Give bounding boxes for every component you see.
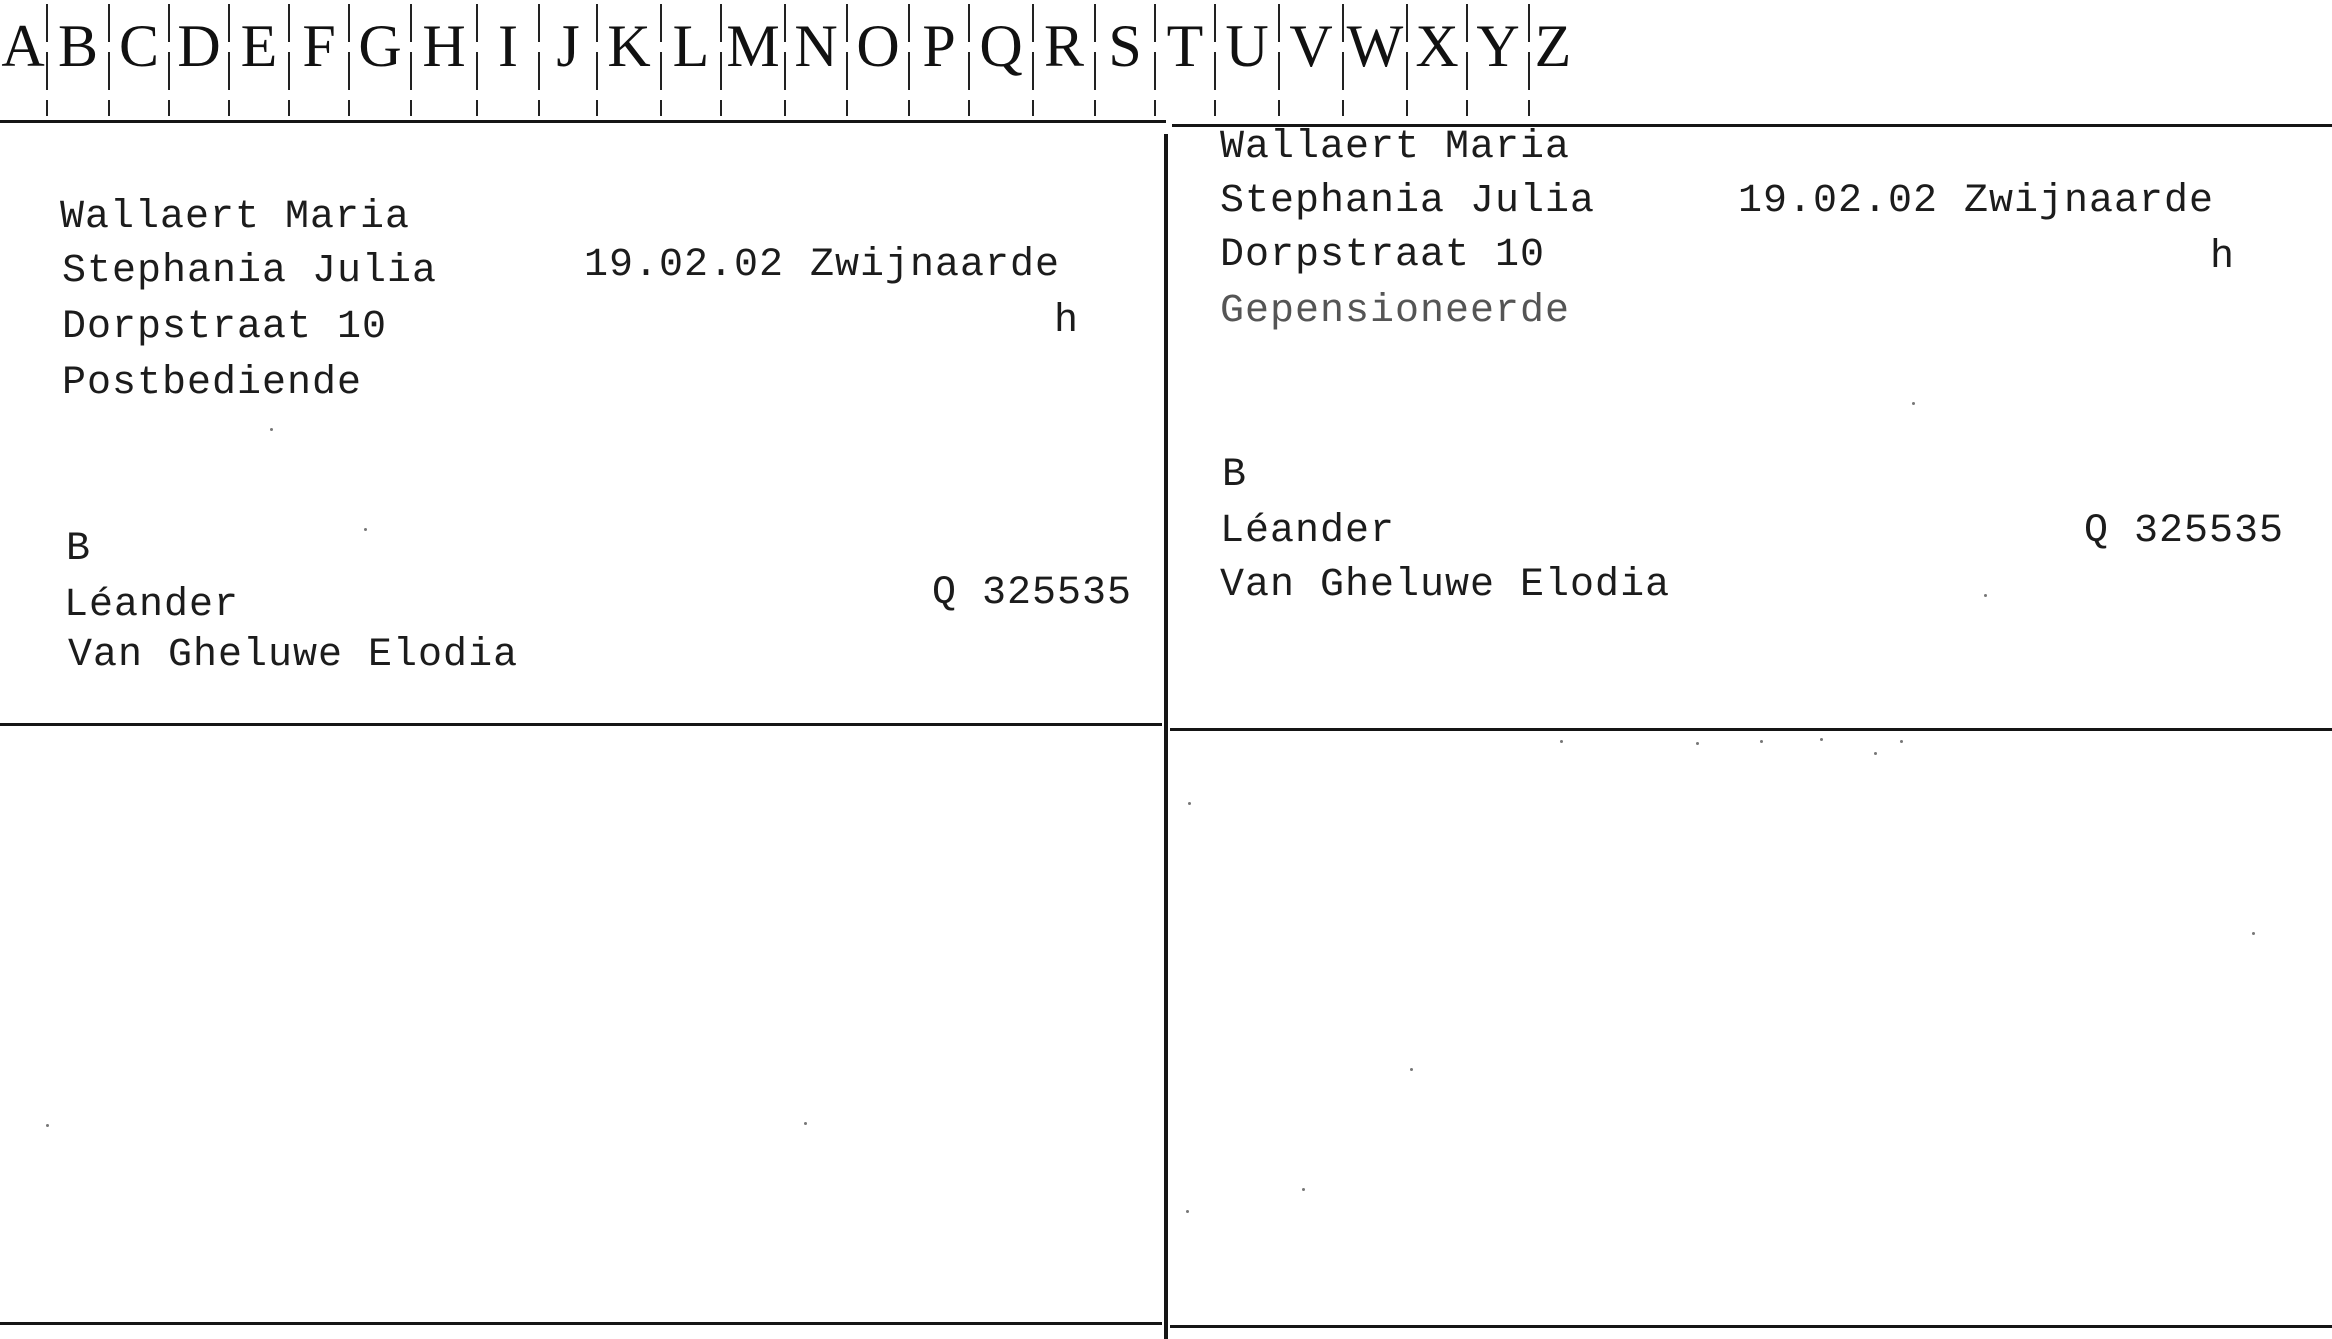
index-tab-letter: J	[556, 13, 580, 79]
record-left	[0, 0, 1160, 720]
record-occupation: Gepensioneerde	[1220, 289, 1571, 334]
center-divider	[1164, 134, 1168, 1339]
index-tab-letter: F	[302, 13, 336, 79]
index-tab-letter: B	[57, 13, 99, 79]
record-occupation: Postbediende	[62, 361, 363, 406]
index-tab-letter: Z	[1534, 13, 1572, 79]
index-tab-letter: X	[1415, 13, 1459, 79]
index-tab-letter: I	[498, 13, 518, 79]
index-tab-letter: G	[358, 13, 402, 79]
index-tab-letter: C	[118, 13, 160, 79]
record-given-names: Stephania Julia	[1220, 179, 1596, 224]
scan-speck	[1874, 752, 1877, 755]
scan-speck	[1912, 402, 1915, 405]
record-right	[1170, 0, 2332, 726]
record-address: Dorpstraat 10	[1220, 233, 1546, 278]
index-tab-letter: P	[922, 13, 956, 79]
mid-rule-left	[0, 723, 1162, 726]
scan-speck	[1984, 594, 1987, 597]
index-tab-letter: M	[726, 13, 780, 79]
record-address: Dorpstraat 10	[62, 305, 388, 350]
record-birth-date: 19.02.02	[584, 243, 785, 288]
record-birth-place: Zwijnaarde	[1964, 179, 2215, 224]
record-birth-place: Zwijnaarde	[810, 243, 1061, 288]
record-partner: Léander	[64, 583, 240, 628]
scan-speck	[46, 1124, 49, 1127]
index-tab-letter: A	[1, 13, 45, 79]
scan-speck	[1186, 1210, 1189, 1213]
record-status-code: B	[66, 527, 92, 572]
index-tab-letter: V	[1289, 13, 1333, 79]
index-tab-letter: Y	[1476, 13, 1520, 79]
index-tab-letter: E	[240, 13, 278, 79]
index-tab-letter: H	[422, 13, 466, 79]
record-given-names: Stephania Julia	[62, 249, 438, 294]
record-name: Wallaert Maria	[1220, 125, 1571, 170]
index-tab-letter: S	[1108, 13, 1142, 79]
record-sex-code: h	[2210, 235, 2236, 280]
index-tab-letter: K	[607, 13, 651, 79]
record-partner-surname: Van Gheluwe Elodia	[1220, 563, 1671, 608]
scan-speck	[804, 1122, 807, 1125]
index-tab-letter: R	[1043, 13, 1085, 79]
index-tab-letter: U	[1225, 13, 1269, 79]
record-partner-surname: Van Gheluwe Elodia	[68, 633, 519, 678]
index-tab-letter: W	[1346, 13, 1404, 79]
index-tab-letter: Q	[979, 13, 1023, 79]
record-status-code: B	[1222, 453, 1248, 498]
record-partner: Léander	[1220, 509, 1396, 554]
scan-speck	[1410, 1068, 1413, 1071]
index-tab-letter: N	[794, 13, 838, 79]
scan-speck	[1820, 738, 1823, 741]
bottom-rule-right	[1170, 1325, 2332, 1328]
record-name: Wallaert Maria	[60, 195, 411, 240]
index-tab-letter: O	[856, 13, 900, 79]
scan-speck	[1900, 740, 1903, 743]
scan-speck	[1188, 802, 1191, 805]
scan-speck	[2252, 932, 2255, 935]
scan-speck	[1760, 740, 1763, 743]
scan-speck	[364, 528, 367, 531]
record-reference-number: Q 325535	[932, 571, 1133, 616]
index-tab-letter: L	[672, 13, 710, 79]
mid-rule-right	[1170, 728, 2332, 731]
scan-speck	[1302, 1188, 1305, 1191]
bottom-rule-left	[0, 1322, 1162, 1325]
scan-speck	[1560, 740, 1563, 743]
scan-speck	[270, 428, 273, 431]
record-birth-date: 19.02.02	[1738, 179, 1939, 224]
index-tab-letter: D	[177, 13, 221, 79]
scan-speck	[1696, 742, 1699, 745]
index-tab-letter: T	[1166, 13, 1204, 79]
record-sex-code: h	[1054, 299, 1080, 344]
record-reference-number: Q 325535	[2084, 509, 2285, 554]
